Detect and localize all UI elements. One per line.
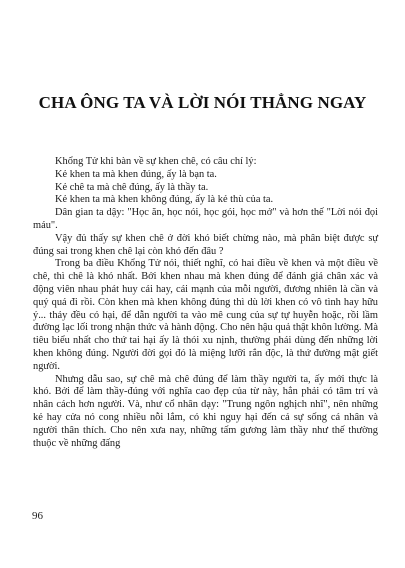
paragraph: Khổng Tử khi bàn về sự khen chê, có câu chí lý: <box>55 156 257 167</box>
paragraph: Kẻ chê ta mà chê đúng, ấy là thầy ta. <box>55 181 209 193</box>
paragraph: Nhưng dẫu sao, sự chê mà chê đúng để làm thầy người ta, ấy mới thực là khó. Bởi để làm thầy-đúng với nghĩa cao đẹp của từ này, hẳn phải có tâm trí và nhân cách hơn người. Và, như cổ nhân dạy: "Trung ngôn nghịch nhĩ", nên những kẻ hay cửa nó cong nhiều nỗi lắm, có khi nguy hại đến cả sự sống cá nhân và người thân thích. Cho nên xưa nay, những tấm gương làm thầy như thế thường thuộc về những đấng <box>33 373 378 449</box>
paragraph: Kẻ khen ta mà khen đúng, ấy là bạn ta. <box>55 168 217 180</box>
paragraph: Dân gian ta dậy: "Học ăn, học nói, học gói, học mở" và hơn thế "Lời nói đọi máu". <box>33 207 378 231</box>
paragraph: Trong ba điều Khổng Tử nói, thiết nghĩ, có hai điều về khen và một điều về chê, thì chê là khó nhất. Bởi khen nhau mà khen đúng để đánh giá chân xác và động viên nhau phát huy cái hay, cái mạnh của mỗi người, đương nhiên là cần và quý quá đi rồi. Còn khen mà khen không đúng thì dù lời khen có vô tình hay hữu ý... thảy đều có hại, để dẫn người ta vào mê cung của sự tự huyễn hoặc, rồi lầm đường lạc lối trong nhận thức và hành động. Cho nên hậu quả thật khôn lường. Mà tiêu biểu nhất cho thứ tai hại ấy là thói xu nịnh, thường phái dùng đến những lời khen không đúng. Người đời gọi đó là miệng lưỡi rắn độc, là thứ đường mật giết người. <box>33 258 378 372</box>
paragraph: Kẻ khen ta mà khen không đúng, ấy là kẻ thù của ta. <box>55 194 274 206</box>
page-number: 96 <box>32 510 43 522</box>
paragraph: Vậy đủ thấy sự khen chê ở đời khó biết chừng nào, mà phân biệt được sự đúng sai trong khen chê lại còn khó đến đâu ? <box>33 232 378 257</box>
body-text <box>33 156 378 450</box>
chapter-title: CHA ÔNG TA VÀ LỜI NÓI THẲNG NGAY <box>38 93 367 112</box>
